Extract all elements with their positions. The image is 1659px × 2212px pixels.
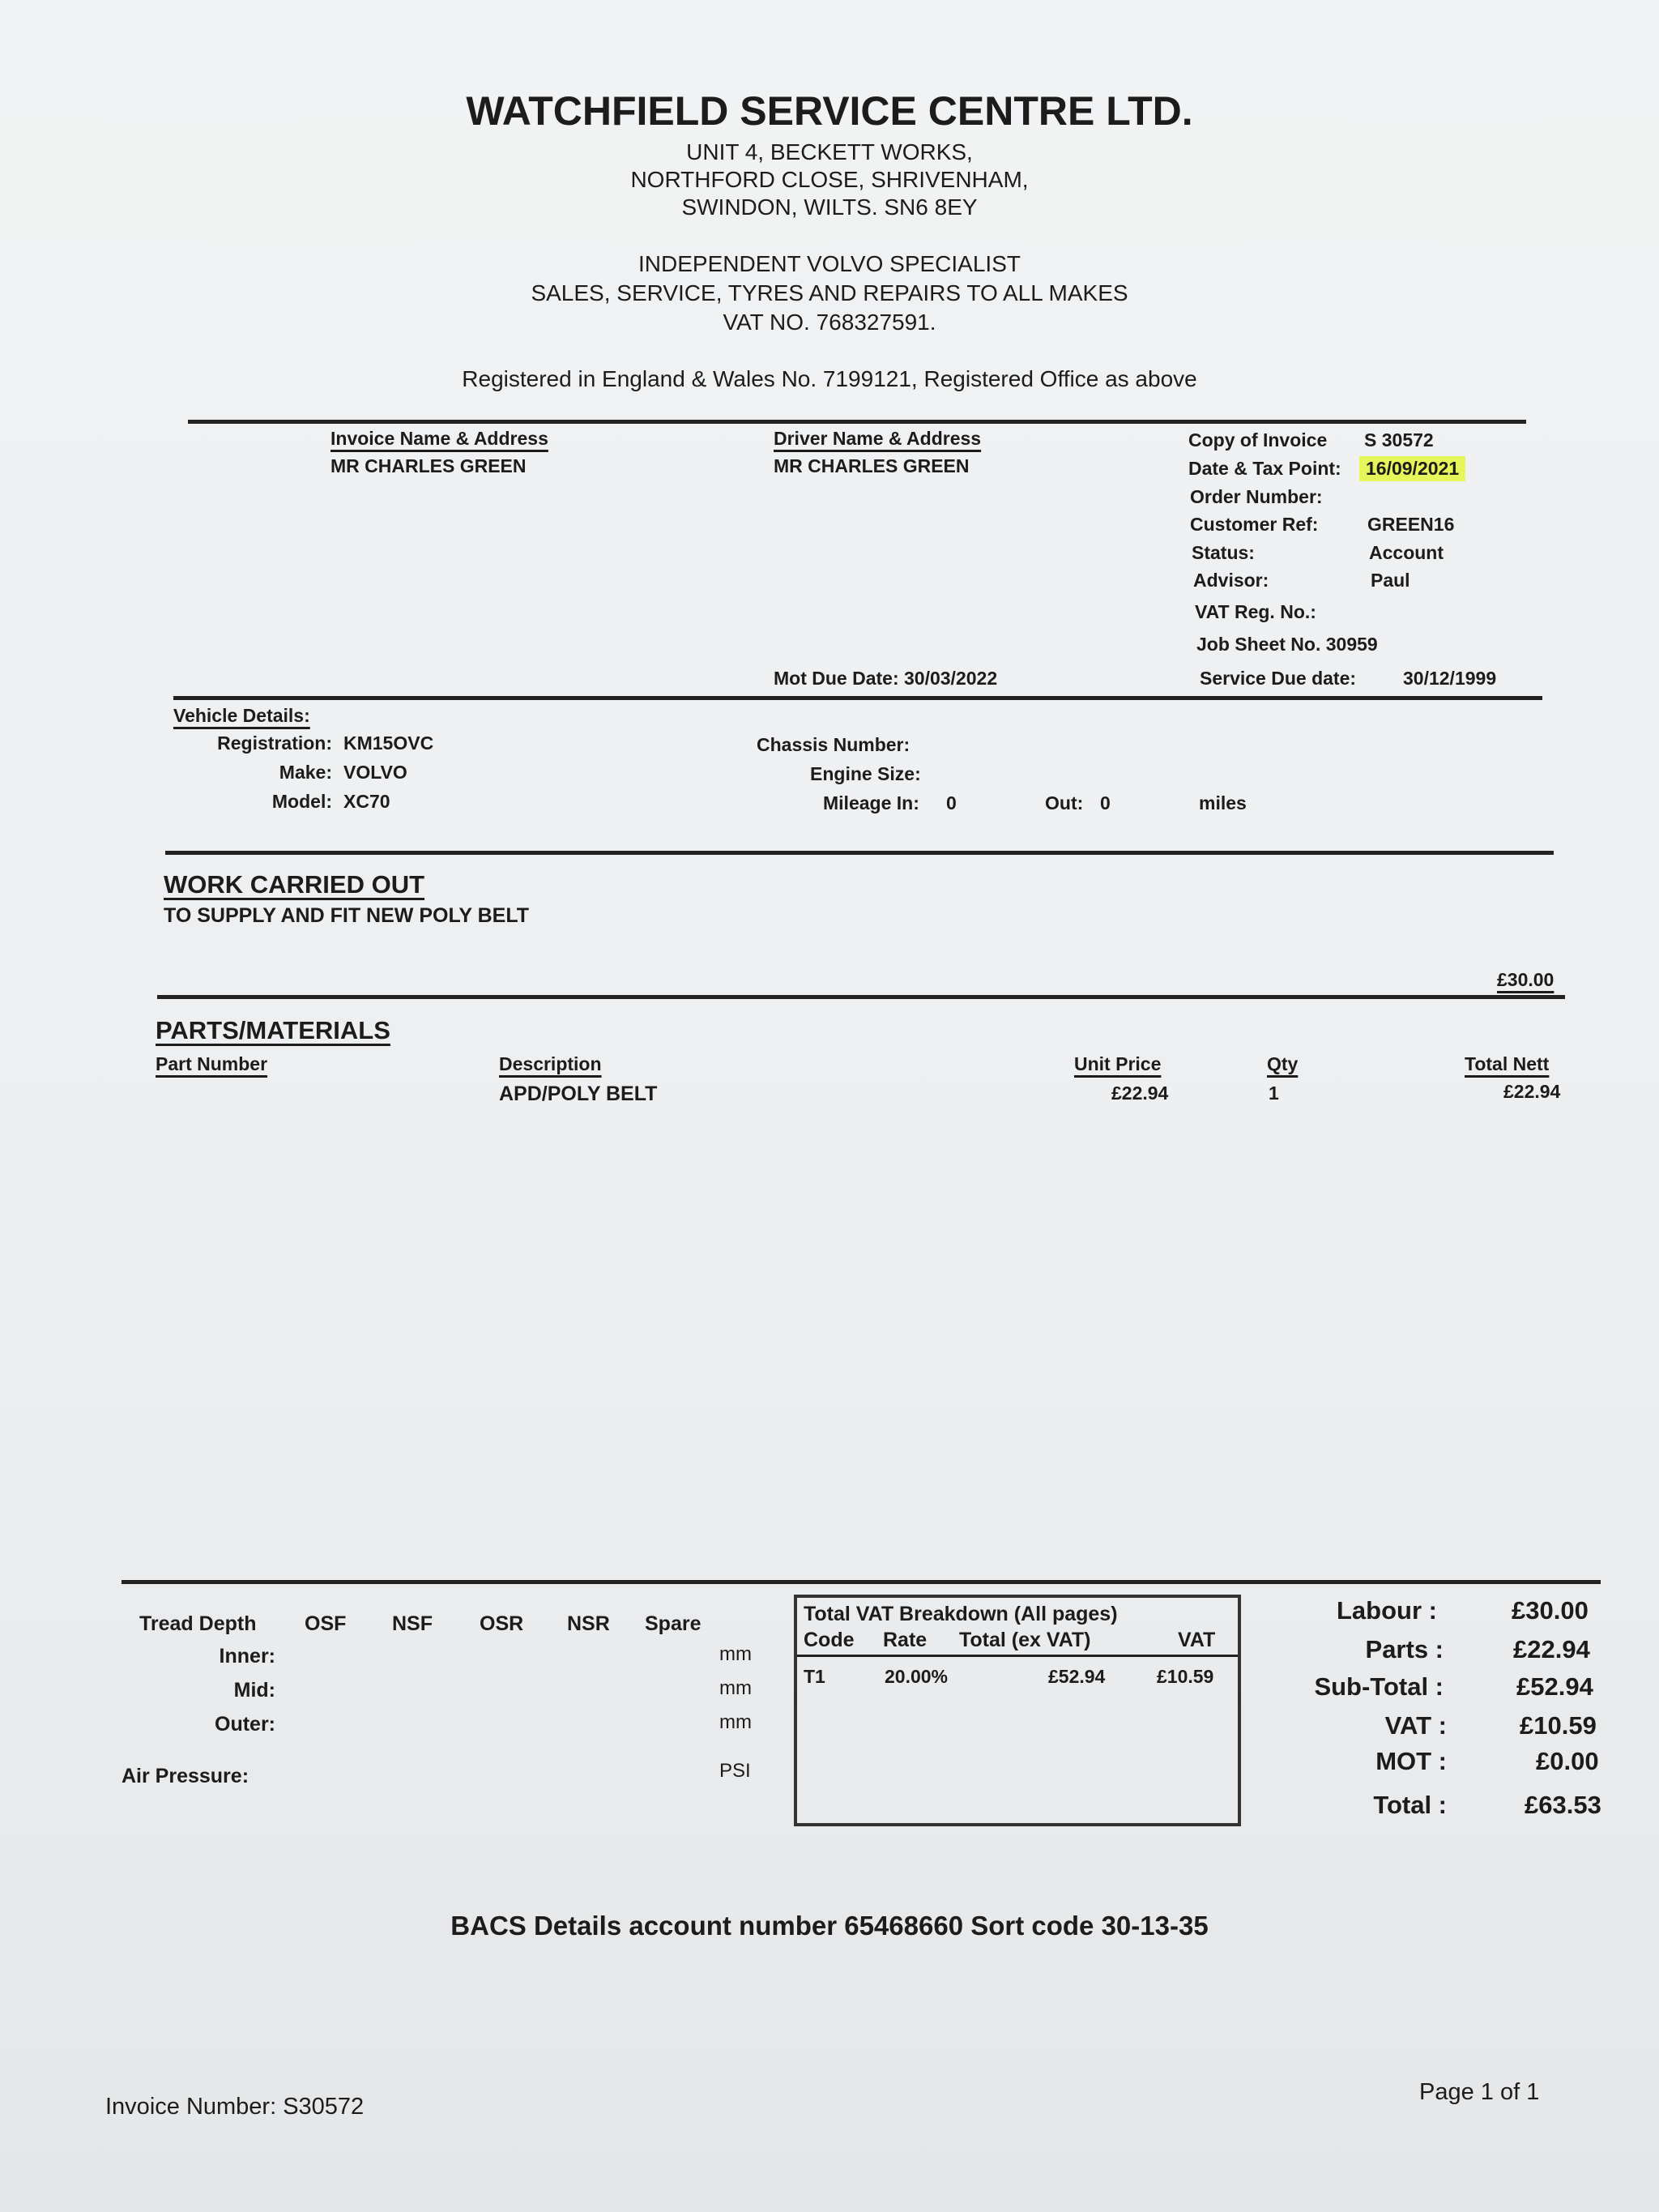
tyre-nsf: NSF	[392, 1612, 433, 1635]
tyre-spare: Spare	[645, 1612, 702, 1635]
tyre-nsr: NSR	[567, 1612, 610, 1635]
model-value: XC70	[343, 791, 390, 812]
divider	[188, 420, 1526, 424]
unit-mm-inner: mm	[719, 1643, 752, 1665]
part-qty: 1	[1269, 1083, 1279, 1104]
status-value: Account	[1369, 542, 1444, 563]
status-label: Status:	[1192, 542, 1255, 563]
part-description: APD/POLY BELT	[499, 1083, 658, 1105]
mileage-in-label: Mileage In:	[823, 792, 919, 813]
tread-depth-label: Tread Depth	[139, 1612, 257, 1635]
work-amount: £30.00	[1497, 969, 1555, 990]
engine-size-label: Engine Size:	[810, 763, 921, 784]
mileage-out-value: 0	[1100, 792, 1111, 813]
part-total: £22.94	[1503, 1081, 1561, 1102]
vat-row-code: T1	[804, 1666, 825, 1687]
total-label: Total :	[1373, 1791, 1447, 1819]
air-pressure-label: Air Pressure:	[122, 1765, 249, 1787]
advisor-label: Advisor:	[1193, 570, 1269, 591]
customer-ref-label: Customer Ref:	[1190, 514, 1319, 535]
vat-row-vat: £10.59	[1157, 1666, 1214, 1687]
registration-text: Registered in England & Wales No. 7199121, Registered Office as above	[462, 366, 1197, 391]
tagline-1: INDEPENDENT VOLVO SPECIALIST	[638, 251, 1021, 276]
tread-outer: Outer:	[215, 1713, 275, 1736]
service-due-label: Service Due date:	[1200, 668, 1357, 689]
vat-number: VAT NO. 768327591.	[723, 310, 936, 335]
vat-breakdown-box	[794, 1595, 1241, 1826]
divider	[122, 1580, 1601, 1584]
company-name: WATCHFIELD SERVICE CENTRE LTD.	[466, 88, 1193, 134]
divider	[165, 851, 1554, 855]
vat-col-code: Code	[804, 1629, 855, 1651]
col-qty: Qty	[1267, 1053, 1299, 1074]
mot-due-date: Mot Due Date: 30/03/2022	[774, 668, 998, 689]
address-line-1: UNIT 4, BECKETT WORKS,	[686, 139, 973, 164]
parts-value: £22.94	[1513, 1635, 1590, 1663]
chassis-label: Chassis Number:	[757, 734, 911, 755]
order-number-label: Order Number:	[1190, 486, 1323, 507]
col-total-nett: Total Nett	[1465, 1053, 1550, 1074]
date-label: Date & Tax Point:	[1188, 458, 1341, 479]
tyre-osr: OSR	[480, 1612, 524, 1635]
driver-name-label: Driver Name & Address	[774, 428, 982, 449]
model-label: Model:	[271, 791, 332, 812]
miles-label: miles	[1199, 792, 1247, 813]
tread-mid: Mid:	[233, 1679, 275, 1702]
unit-mm-outer: mm	[719, 1711, 752, 1733]
vat-row-total: £52.94	[1048, 1666, 1106, 1687]
tread-inner: Inner:	[219, 1645, 275, 1668]
subtotal-label: Sub-Total :	[1314, 1672, 1444, 1701]
mileage-out-label: Out:	[1045, 792, 1084, 813]
vat-col-rate: Rate	[883, 1629, 928, 1651]
address-line-3: SWINDON, WILTS. SN6 8EY	[681, 194, 978, 220]
driver-name: MR CHARLES GREEN	[774, 455, 970, 476]
bacs-details: BACS Details account number 65468660 Sort code 30-13-35	[450, 1911, 1209, 1941]
total-value: £63.53	[1525, 1791, 1601, 1819]
vat-reg-label: VAT Reg. No.:	[1195, 601, 1316, 622]
date-value: 16/09/2021	[1359, 456, 1465, 481]
parts-title: PARTS/MATERIALS	[156, 1016, 390, 1044]
tyre-osf: OSF	[305, 1612, 347, 1635]
invoice-name: MR CHARLES GREEN	[331, 455, 527, 476]
vat-col-vat: VAT	[1178, 1629, 1216, 1651]
invoice-number: Invoice Number: S30572	[105, 2094, 365, 2120]
part-unit-price: £22.94	[1111, 1083, 1169, 1104]
labour-label: Labour :	[1337, 1596, 1437, 1625]
invoice-name-label: Invoice Name & Address	[331, 428, 548, 449]
make-label: Make:	[279, 762, 332, 783]
vat-col-total: Total (ex VAT)	[959, 1629, 1091, 1651]
mileage-in-value: 0	[946, 792, 957, 813]
col-unit-price: Unit Price	[1074, 1053, 1162, 1074]
vat-label: VAT :	[1384, 1711, 1447, 1740]
copy-of-invoice-label: Copy of Invoice	[1188, 429, 1328, 451]
service-due-value: 30/12/1999	[1403, 668, 1497, 689]
job-sheet: Job Sheet No. 30959	[1196, 634, 1378, 655]
unit-psi: PSI	[719, 1760, 751, 1782]
unit-mm-mid: mm	[719, 1677, 752, 1699]
divider	[157, 995, 1565, 999]
vat-breakdown-title: Total VAT Breakdown (All pages)	[804, 1603, 1118, 1625]
vehicle-details-title: Vehicle Details:	[173, 705, 310, 726]
customer-ref-value: GREEN16	[1367, 514, 1455, 535]
col-part-number: Part Number	[156, 1053, 268, 1074]
col-description: Description	[499, 1053, 602, 1074]
mot-value: £0.00	[1536, 1747, 1599, 1775]
page-number: Page 1 of 1	[1419, 2079, 1540, 2105]
vat-row-rate: 20.00%	[885, 1666, 949, 1687]
registration-label: Registration:	[217, 732, 332, 754]
work-carried-out-title: WORK CARRIED OUT	[164, 870, 425, 899]
vat-header-divider	[797, 1655, 1238, 1657]
work-description: TO SUPPLY AND FIT NEW POLY BELT	[164, 904, 530, 927]
address-line-2: NORTHFORD CLOSE, SHRIVENHAM,	[630, 167, 1029, 192]
labour-value: £30.00	[1512, 1596, 1589, 1625]
advisor-value: Paul	[1371, 570, 1410, 591]
divider	[173, 696, 1542, 700]
vat-value: £10.59	[1520, 1711, 1597, 1740]
copy-of-invoice-value: S 30572	[1364, 429, 1434, 451]
mot-label: MOT :	[1375, 1747, 1447, 1775]
subtotal-value: £52.94	[1516, 1672, 1593, 1701]
registration-value: KM15OVC	[343, 732, 434, 754]
make-value: VOLVO	[343, 762, 407, 783]
parts-label: Parts :	[1365, 1635, 1444, 1663]
tagline-2: SALES, SERVICE, TYRES AND REPAIRS TO ALL MAKES	[531, 280, 1128, 305]
